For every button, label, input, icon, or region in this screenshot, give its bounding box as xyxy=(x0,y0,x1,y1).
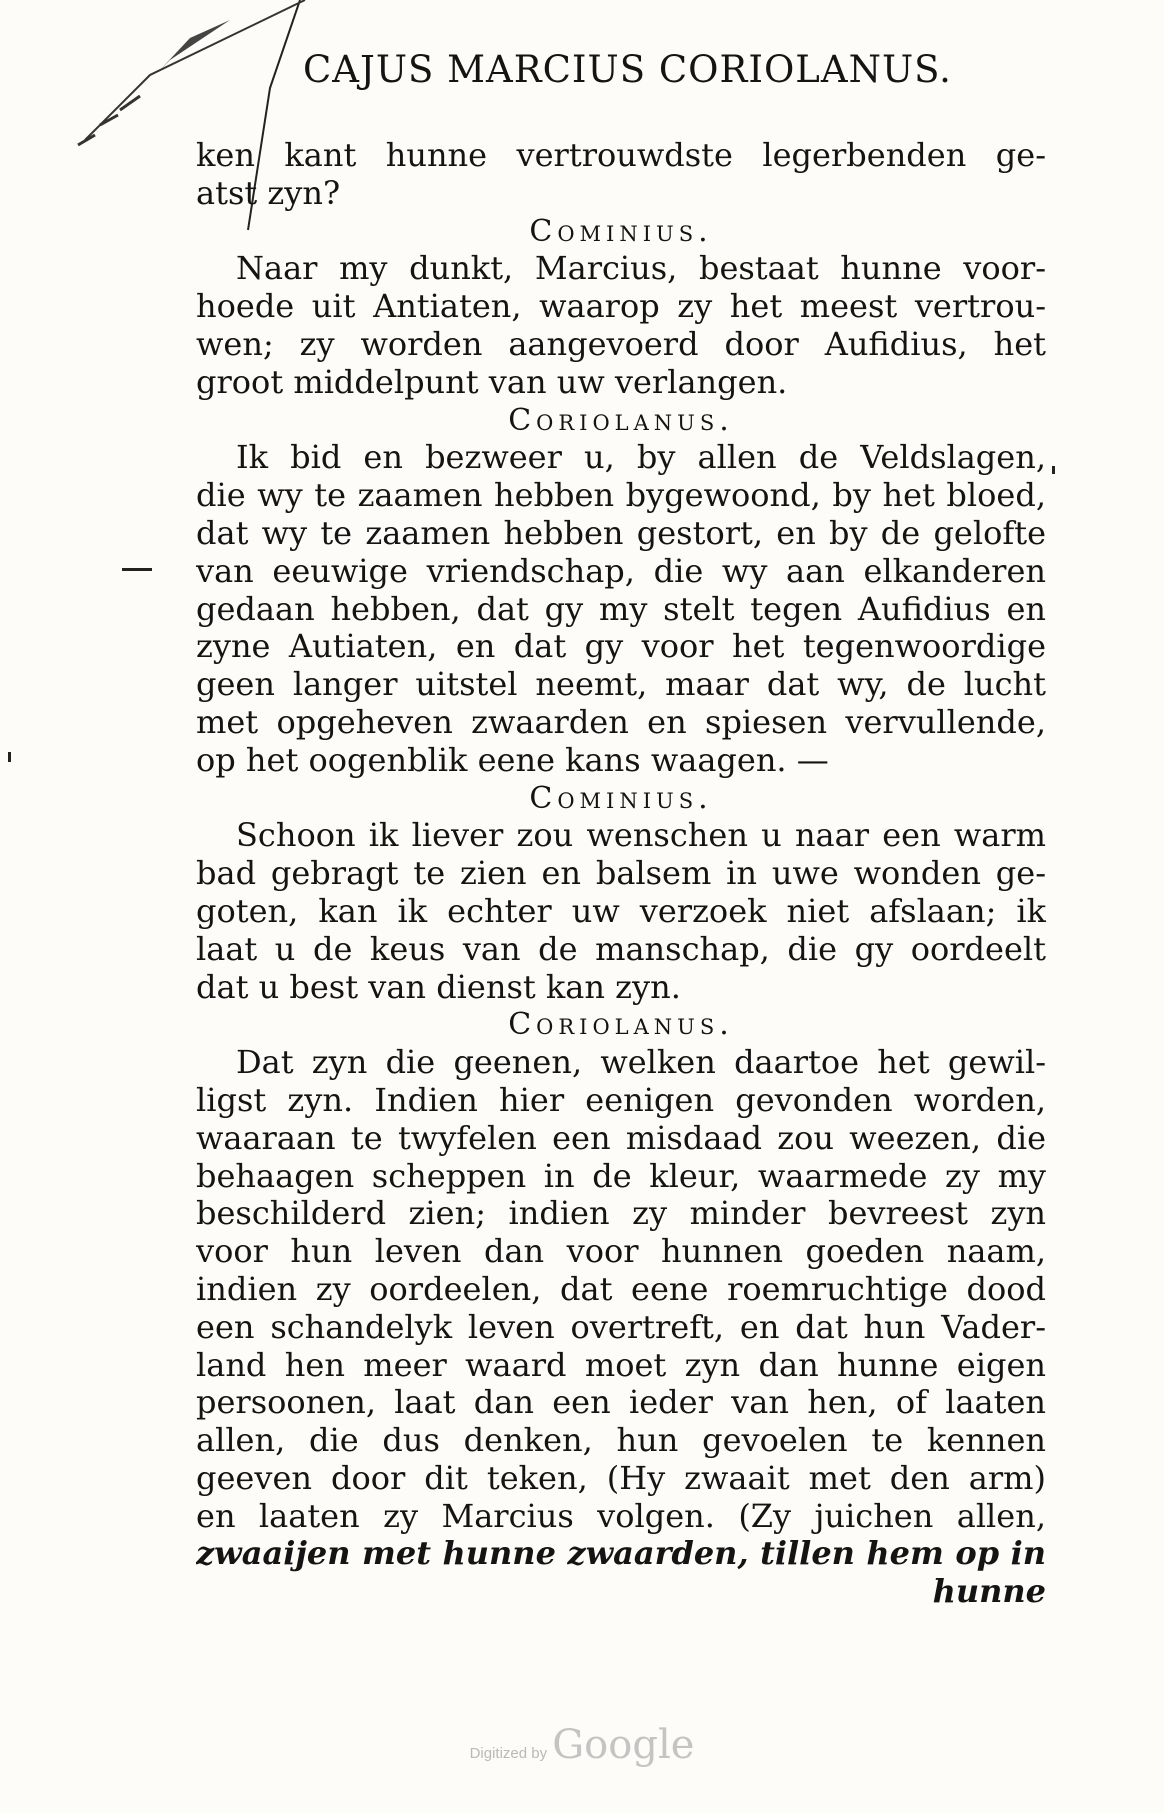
text-line: indien zy oordeelen, dat eene roemruchtige dood xyxy=(196,1270,1046,1308)
text-line: Schoon ik liever zou wenschen u naar een warm xyxy=(236,817,1046,855)
text-line: behaagen scheppen in de kleur, waarmede zy my xyxy=(196,1157,1046,1195)
text-line: hunne xyxy=(932,1573,1046,1611)
watermark-prefix: Digitized by xyxy=(469,1745,548,1762)
running-title: CAJUS MARCIUS CORIOLANUS. xyxy=(303,48,952,91)
text-line: allen, die dus denken, hun gevoelen te kennen xyxy=(196,1422,1046,1460)
text-line: Naar my dunkt, Marcius, bestaat hunne voor- xyxy=(236,250,1046,288)
text-line: zwaaijen met hunne zwaarden, tillen hem op in xyxy=(196,1535,1046,1573)
text-line: dat wy te zaamen hebben gestort, en by de gelofte xyxy=(196,514,1046,552)
digitized-watermark xyxy=(0,1722,1164,1768)
text-line: een schandelyk leven overtreft, en dat hun Vader- xyxy=(196,1308,1046,1346)
text-line: dat u best van dienst kan zyn. xyxy=(196,968,681,1006)
speaker-name: Coriolanus. xyxy=(508,1007,734,1043)
text-line: atst zyn? xyxy=(196,174,341,212)
text-line: wen; zy worden aangevoerd door Aufidius, het xyxy=(196,325,1046,363)
margin-mark xyxy=(122,568,152,571)
text-line: ligst zyn. Indien hier eenigen gevonden worden, xyxy=(196,1081,1046,1119)
text-line: Dat zyn die geenen, welken daartoe het gewil- xyxy=(236,1044,1046,1082)
text-line: beschilderd zien; indien zy minder bevreest zyn xyxy=(196,1195,1046,1233)
text-line: groot middelpunt van uw verlangen. xyxy=(196,363,788,401)
speaker-name: Coriolanus. xyxy=(508,402,734,438)
text-line: voor hun leven dan voor hunnen goeden naam, xyxy=(196,1233,1046,1271)
margin-mark xyxy=(8,752,11,762)
text-line: zyne Autiaten, en dat gy voor het tegenwoordige xyxy=(196,628,1046,666)
speaker-name: Cominius. xyxy=(529,780,713,816)
text-line: Ik bid en bezweer u, by allen de Veldslagen, xyxy=(236,439,1046,477)
text-line: geen langer uitstel neemt, maar dat wy, de lucht xyxy=(196,666,1046,704)
text-line: die wy te zaamen hebben bygewoond, by het bloed, xyxy=(196,477,1046,515)
google-logo: Google xyxy=(552,1722,695,1768)
text-line: met opgeheven zwaarden en spiesen vervullende, xyxy=(196,703,1046,741)
text-line: land hen meer waard moet zyn dan hunne eigen xyxy=(196,1346,1046,1384)
text-line: op het oogenblik eene kans waagen. — xyxy=(196,741,829,779)
text-line: ken kant hunne vertrouwdste legerbenden ge- xyxy=(196,137,1046,174)
text-line: goten, kan ik echter uw verzoek niet afslaan; ik xyxy=(196,892,1046,930)
speaker-name: Cominius. xyxy=(529,213,713,249)
text-line: waaraan te twyfelen een misdaad zou weezen, die xyxy=(196,1119,1046,1157)
body-text xyxy=(196,137,1046,1611)
text-line: laat u de keus van de manschap, die gy oordeelt xyxy=(196,930,1046,968)
text-line: en laaten zy Marcius volgen. (Zy juichen allen, xyxy=(196,1497,1046,1535)
text-line: bad gebragt te zien en balsem in uwe wonden ge- xyxy=(196,855,1046,893)
text-line: persoonen, laat dan een ieder van hen, of laaten xyxy=(196,1384,1046,1422)
margin-mark xyxy=(1052,466,1055,474)
text-line: geeven door dit teken, (Hy zwaait met den arm) xyxy=(196,1459,1046,1497)
text-line: van eeuwige vriendschap, die wy aan elkanderen xyxy=(196,552,1046,590)
text-line: hoede uit Antiaten, waarop zy het meest vertrou- xyxy=(196,288,1046,326)
text-line: gedaan hebben, dat gy my stelt tegen Aufidius en xyxy=(196,590,1046,628)
